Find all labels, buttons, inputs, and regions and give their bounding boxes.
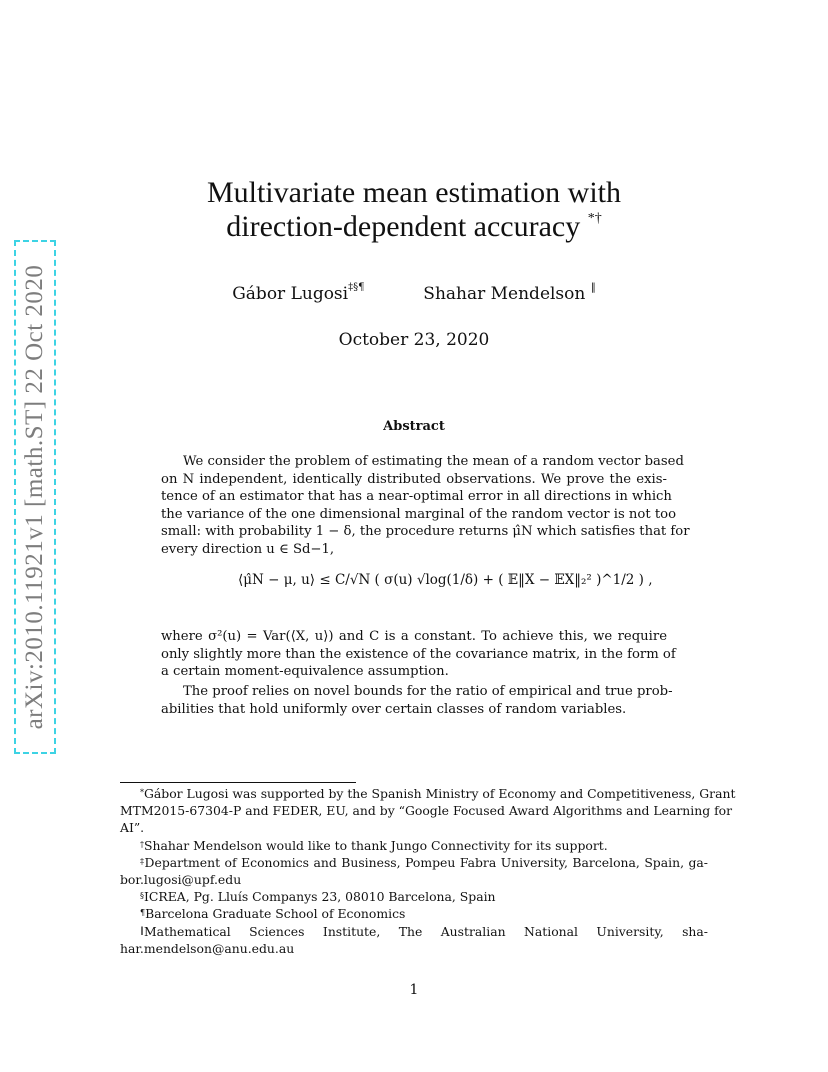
footnote-mark: ‡ — [140, 856, 145, 866]
arxiv-identifier: arXiv:2010.11921v1 [math.ST] 22 Oct 2020 — [21, 264, 48, 730]
text-line: a certain moment-equivalence assumption. — [161, 664, 449, 679]
paper-title-text: direction-dependent accuracy — [226, 210, 581, 243]
footnote-line: †Shahar Mendelson would like to thank Jungo Connectivity for its support. — [140, 837, 608, 853]
abstract-paragraph-3 — [161, 683, 673, 718]
footnote-affiliation-upf — [120, 854, 708, 888]
publication-date: October 23, 2020 — [338, 330, 490, 350]
footnote-mark: § — [140, 891, 144, 901]
page-number: 1 — [409, 982, 419, 998]
footnote-divider — [120, 782, 356, 783]
text-line: only slightly more than the existence of the covariance matrix, in the form of — [161, 646, 676, 662]
author-affiliation-marks: ‡§¶ — [348, 282, 365, 293]
abstract-heading: Abstract — [383, 419, 445, 434]
text-line: abilities that hold uniformly over certain classes of random variables. — [161, 701, 627, 717]
footnote-mark: ‖ — [140, 925, 144, 935]
footnote-line: ¶Barcelona Graduate School of Economics — [140, 906, 406, 922]
footnote-line: bor.lugosi@upf.edu — [120, 872, 242, 888]
text-line: on N independent, identically distributed observations. We prove the exis- — [161, 471, 667, 487]
author-affiliation-marks: ‖ — [590, 282, 596, 293]
author-2 — [423, 284, 595, 304]
author-name: Shahar Mendelson — [423, 284, 586, 304]
footnote-affiliation-icrea — [120, 888, 708, 905]
title-footnote-marks: *† — [587, 211, 602, 226]
footnote-mark: ¶ — [140, 908, 146, 918]
text-line: tence of an estimator that has a near-optimal error in all directions in which — [161, 489, 672, 504]
text-line: the variance of the one dimensional marginal of the random vector is not too — [161, 506, 677, 522]
text-line: every direction u ∈ Sd−1, — [161, 541, 335, 557]
footnotes — [120, 785, 736, 957]
footnote-line: §ICREA, Pg. Lluís Companys 23, 08010 Barcelona, Spain — [140, 889, 496, 905]
footnote-line: AI”. — [120, 820, 145, 836]
footnote-line: har.mendelson@anu.edu.au — [120, 940, 295, 956]
footnote-line: MTM2015-67304-P and FEDER, EU, and by “Google Focused Award Algorithms and Learning for — [120, 803, 733, 819]
footnote-mark: * — [140, 788, 144, 797]
abstract-paragraph-1 — [161, 453, 690, 558]
author-list — [0, 284, 828, 304]
text-line: small: with probability 1 − δ, the procedure returns μ̂N which satisfies that for — [161, 524, 690, 539]
arxiv-watermark — [14, 240, 56, 754]
paper-title-line-1: Multivariate mean estimation with — [206, 176, 622, 209]
footnote-affiliation-anu — [120, 923, 708, 957]
text-line: The proof relies on novel bounds for the ratio of empirical and true prob- — [183, 684, 673, 699]
text-line: We consider the problem of estimating the mean of a random vector based — [183, 454, 684, 469]
footnote-line: ‡Department of Economics and Business, Pompeu Fabra University, Barcelona, Spain, ga- — [140, 854, 708, 870]
footnote-funding — [120, 785, 736, 837]
paper-title-line-2 — [0, 212, 828, 242]
author-1 — [232, 284, 364, 304]
footnote-acknowledgement — [120, 837, 708, 854]
display-equation: ⟨μ̂N − μ, u⟩ ≤ C/√N ( σ(u) √log(1/δ) + ( 𝔼‖X − 𝔼X‖₂² )^1/2 ) , — [238, 572, 653, 588]
footnote-mark: † — [140, 839, 144, 849]
footnote-line: ‖Mathematical Sciences Institute, The Australian National University, sha- — [140, 923, 708, 939]
text-line: where σ²(u) = Var(⟨X, u⟩) and C is a constant. To achieve this, we require — [161, 629, 667, 644]
footnote-line: *Gábor Lugosi was supported by the Spanish Ministry of Economy and Competitiveness, Grant — [140, 786, 736, 801]
abstract-paragraph-2 — [161, 628, 676, 681]
footnote-affiliation-bgse — [120, 905, 708, 922]
author-name: Gábor Lugosi — [232, 284, 349, 304]
